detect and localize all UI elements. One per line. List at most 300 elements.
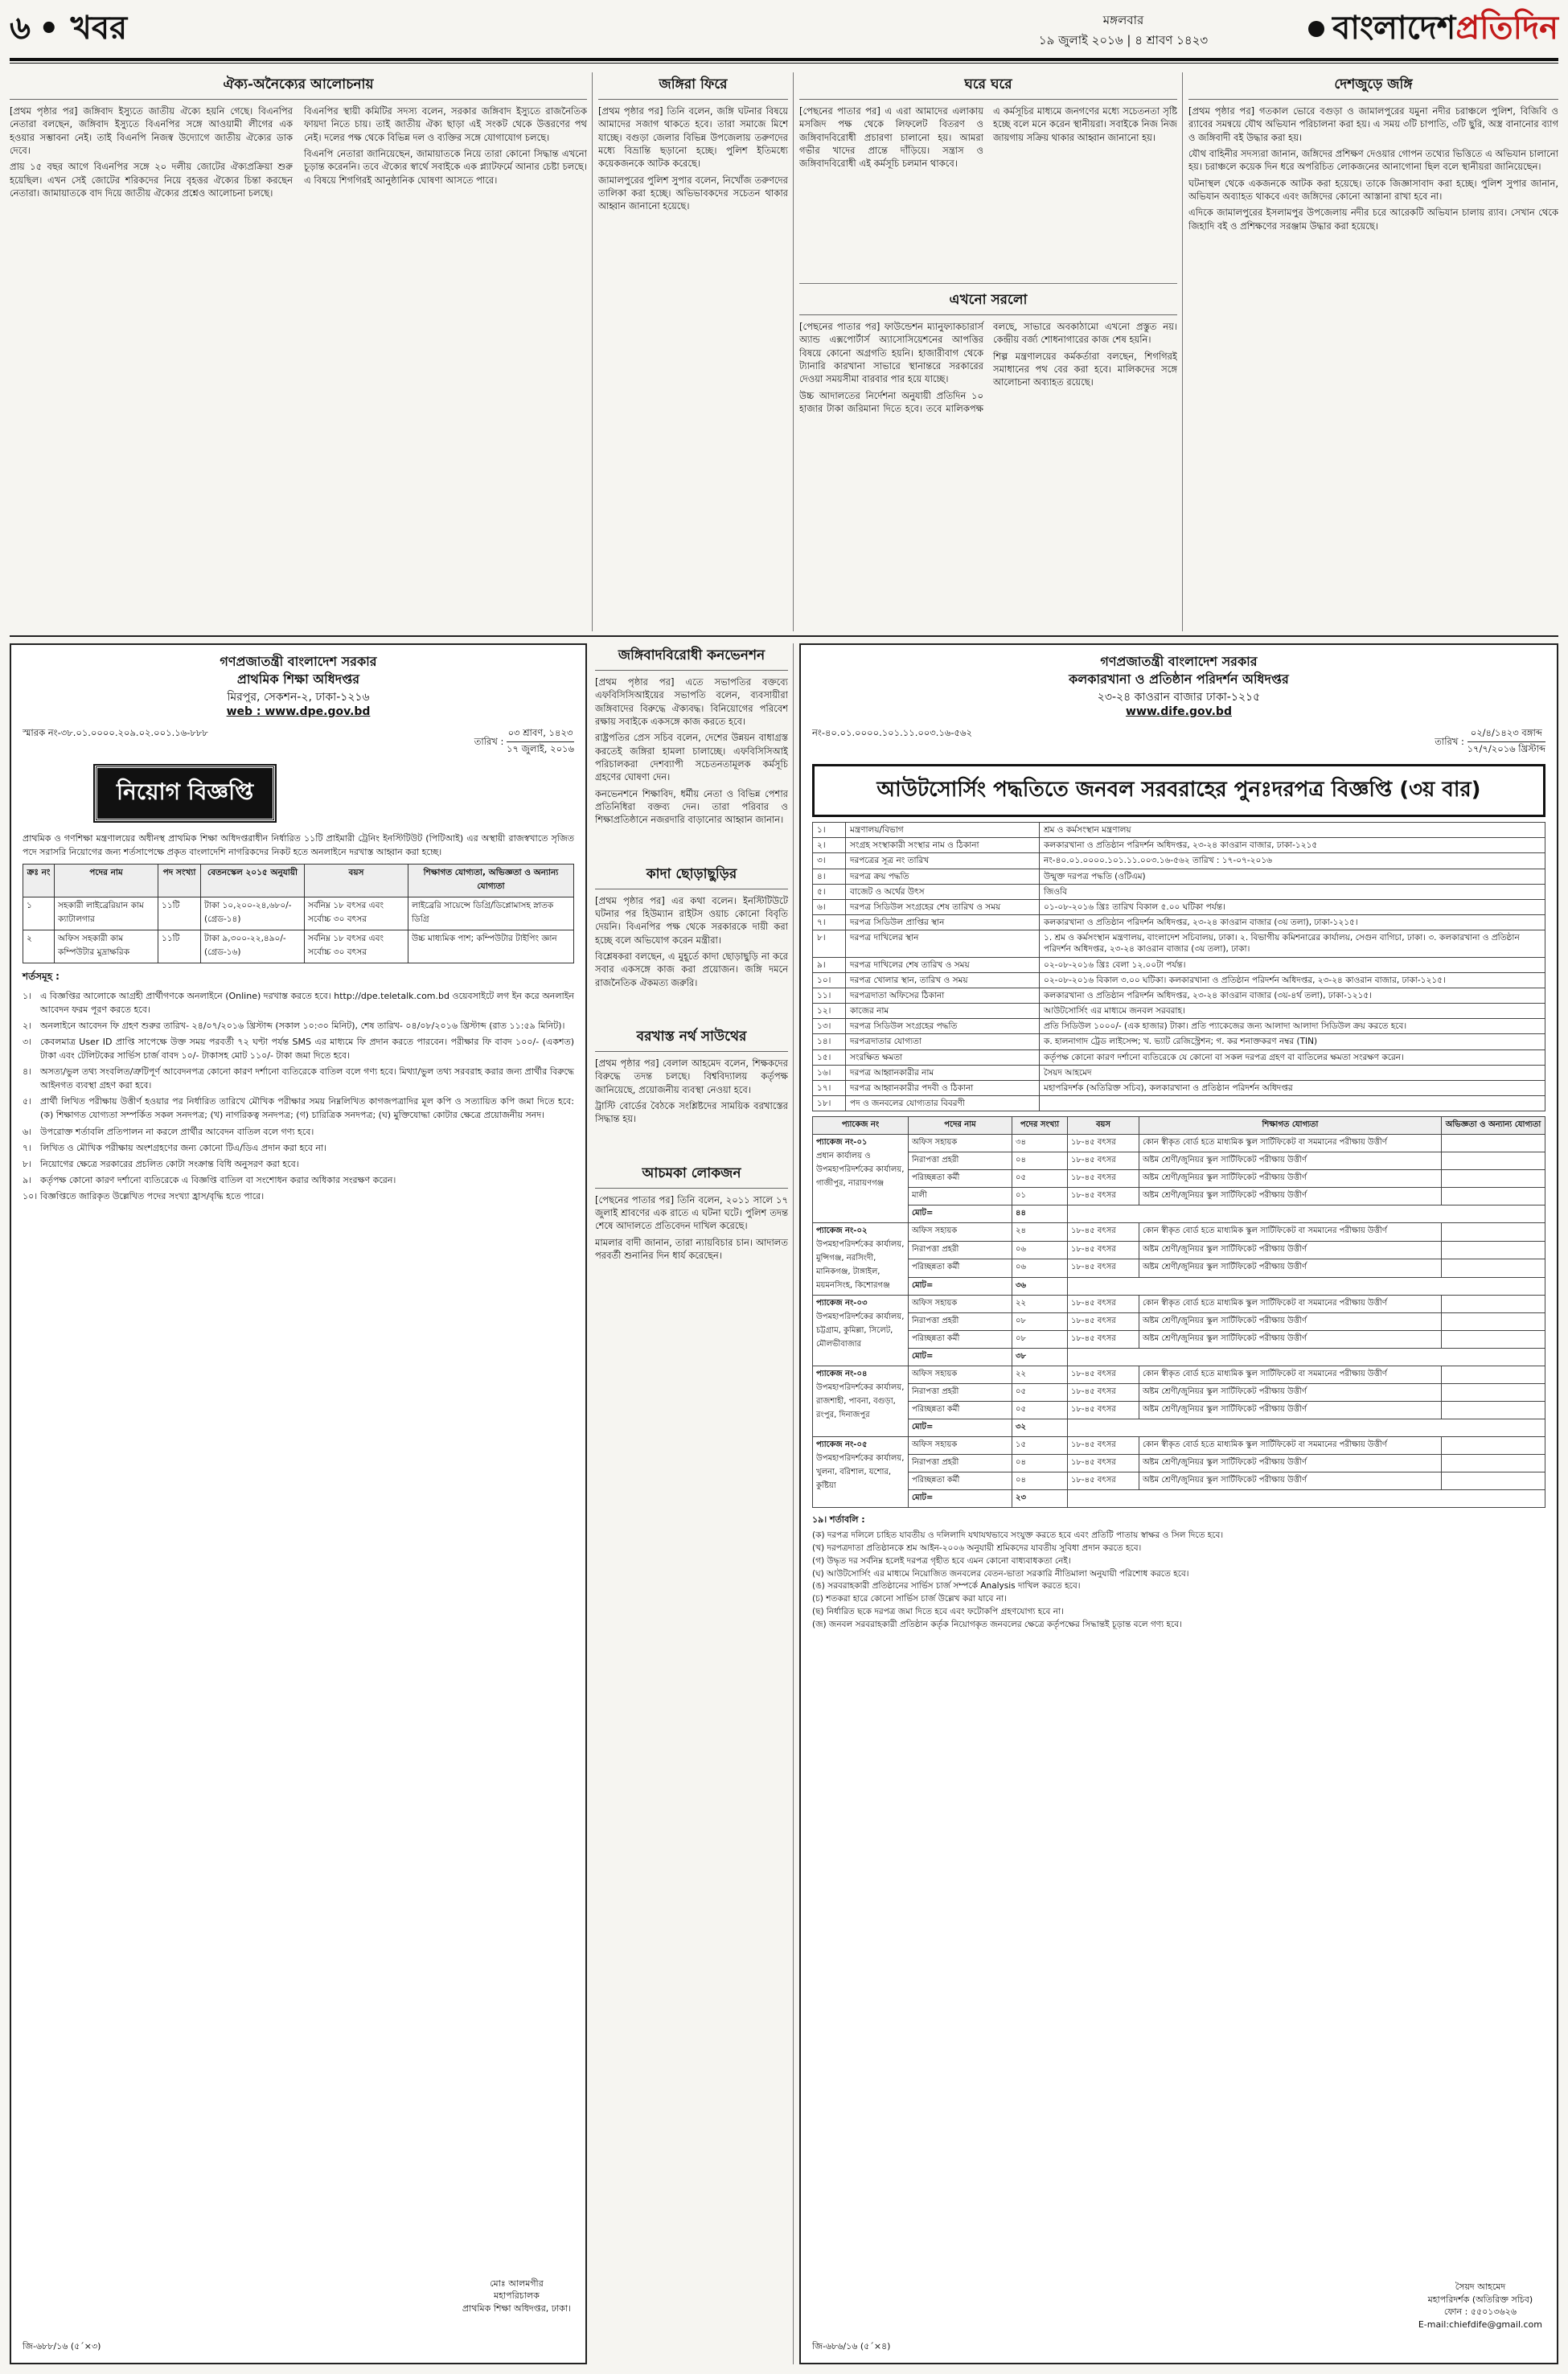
cell: ১৮-৪৫ বৎসর [1068,1152,1139,1170]
date-stack [1467,726,1545,758]
cell: ১৮-৪৫ বৎসর [1068,1223,1139,1242]
term-number: ৪। [23,1066,32,1078]
cell: নিরাপত্তা প্রহরী [909,1241,1012,1259]
package-location: প্রধান কার্যালয় ও উপমহাপরিদর্শকের কার্যালয়, গাজীপুর, নারায়ণগঞ্জ [816,1152,905,1189]
cell: মালী [909,1188,1012,1205]
page-number: ৬ [10,9,31,47]
cell: নিরাপত্তা প্রহরী [909,1313,1012,1331]
article-paragraph: যৌথ বাহিনীর সদস্যরা জানান, জঙ্গিদের প্রশিক্ষণ দেওয়ার গোপন তথ্যের ভিত্তিতে এ অভিযান চালানো হয়। চরাঞ্চলে কয়েক দিন ধরে অপরিচিত লোকজনের আনাগোনা ছিল বলে স্থানীয়রা জানিয়েছেন। [1188,147,1558,173]
cell [1442,1259,1545,1278]
term-number: ৩। [23,1037,32,1048]
cell: মহাপরিদর্শক (অতিরিক্ত সচিব), কলকারখানা ও প্রতিষ্ঠান পরিদর্শন অধিদপ্তর [1040,1081,1545,1096]
table-row [813,1049,1545,1065]
article-paragraph: [পেছনের পাতার পর] ফাউন্ডেশন ম্যানুফ্যাকচারার্স অ্যান্ড এক্সপোর্টার্স অ্যাসোসিয়েশনের আপত্তির বিষয়ে কোনো অগ্রগতি হয়নি। হাজারীবাগ থেকে ট্যানারি কারখানা সাভারে স্থানান্তরে সরকারের দেওয়া সময়সীমা বারবার পার হয়ে যাচ্ছে। [799,321,983,385]
cell: নিরাপত্তা প্রহরী [909,1384,1012,1402]
article-paragraph: বিএনপির স্থায়ী কমিটির সদস্য বলেন, সরকার জঙ্গিবাদ ইস্যুতে রাজনৈতিক ফায়দা নিতে চায়। তাই জাতীয় ঐক্য ছাড়া এই সংকট থেকে উত্তরণের পথ নেই। দলের পক্ষ থেকে বিভিন্ন দল ও ব্যক্তির সঙ্গে যোগাযোগ চলছে। [304,105,587,143]
signatory-phone: ফোন : ৫৫০১৩৬২৬ [1443,2306,1517,2318]
terms-list [23,989,574,1203]
term-text: অসত্য/ভুল তথ্য সংবলিত/ত্রুটিপূর্ণ আবেদনপত্র কোনো কারণ দর্শানো ব্যতিরেকে বাতিল বলে গণ্য হবে। মিথ্যা/ভুল তথ্য সরবরাহ করার জন্য প্রার্থীর বিরুদ্ধে আইনগত ব্যবস্থা গ্রহণ করা হবে। [40,1066,574,1091]
cell: ০৮ [1012,1313,1068,1331]
cell [1068,1205,1545,1223]
term-number: ৬। [23,1126,32,1137]
cell: ১৫ [1012,1437,1068,1455]
ad-recruitment-dpe [10,643,587,2364]
cell: লাইব্রেরি সায়েন্সে ডিগ্রি/ডিপ্লোমাসহ স্নাতক ডিগ্রি [408,897,574,930]
package-number: প্যাকেজ নং-০৪ [816,1370,868,1379]
cell [1442,1135,1545,1152]
article-paragraph: এ কর্মসূচির মাধ্যমে জনগণের মধ্যে সচেতনতা সৃষ্টি হচ্ছে বলে মনে করেন স্থানীয়রা। সবাইকে নিজ নিজ জায়গায় সক্রিয় থাকার আহ্বান জানানো হয়। [993,105,1177,143]
subtotal-row [813,1277,1545,1296]
term-item [23,989,574,1017]
subtotal-value: ৩২ [1012,1419,1068,1437]
table-row [813,899,1545,914]
column-divider [793,72,794,631]
cell: সৈয়দ আহমেদ [1040,1065,1545,1080]
table-row [813,930,1545,957]
col-header: পদের নাম [55,865,158,897]
table-row [813,1472,1545,1490]
article-paragraph: প্রায় ১৫ বছর আগে বিএনপির সঙ্গে ২০ দলীয় জোটের ঐক্যপ্রক্রিয়া শুরু হয়েছিল। এখন সেই জোটের শরিকদের নিয়ে বৃহত্তর ঐক্যের চিন্তা করছেন নেতারা। জামায়াতকে বাদ দিয়ে জাতীয় ঐক্যের প্রশ্নেও আলোচনা চলছে। [10,161,293,199]
date-text: ১৯ জুলাই ২০১৬ | ৪ শ্রাবণ ১৪২৩ [1038,33,1209,47]
cell: ১৮-৪৫ বৎসর [1068,1170,1139,1188]
subtotal-value: ২৩ [1012,1490,1068,1508]
term-item [23,1065,574,1092]
cell: ১৮-৪৫ বৎসর [1068,1296,1139,1313]
cell: বাজেট ও অর্থের উৎস [846,884,1040,899]
cell: অষ্টম শ্রেণী/জুনিয়র স্কুল সার্টিফিকেট পরীক্ষায় উত্তীর্ণ [1139,1259,1442,1278]
cell: ১১। [813,988,846,1003]
cell: ২২ [1012,1366,1068,1384]
cell: অষ্টম শ্রেণী/জুনিয়র স্কুল সার্টিফিকেট পরীক্ষায় উত্তীর্ণ [1139,1455,1442,1472]
table-row [813,1296,1545,1313]
cell [1442,1366,1545,1384]
cell: ০৫ [1012,1384,1068,1402]
cell: অফিস সহায়ক [909,1296,1012,1313]
article-paragraph: উচ্চ আদালতের নির্দেশনা অনুযায়ী প্রতিদিন ১০ হাজার টাকা জরিমানা দিতে হবে। তবে মালিকপক্ষ বলছে, সাভারে অবকাঠামো এখনো প্রস্তুত নয়। কেন্দ্রীয় বর্জ্য শোধনাগারের কাজ শেষ হয়নি। [799,321,1177,414]
cell: উচ্চ মাধ্যমিক পাশ; কম্পিউটার টাইপিং জ্ঞান [408,930,574,963]
cell: অষ্টম শ্রেণী/জুনিয়র স্কুল সার্টিফিকেট পরীক্ষায় উত্তীর্ণ [1139,1313,1442,1331]
cell: ০৫ [1012,1170,1068,1188]
cell: কর্তৃপক্ষ কোনো কারণ দর্শানো ব্যতিরেকে যে কোনো বা সকল দরপত্র গ্রহণ বা বাতিলের ক্ষমতা সংরক্ষণ করেন। [1040,1049,1545,1065]
newspaper-logo [1308,5,1558,53]
table-row [813,853,1545,869]
cell [1442,1384,1545,1402]
cell: ১৭। [813,1081,846,1096]
article-paragraph: [প্রথম পৃষ্ঠার পর] গতকাল ভোরে বগুড়া ও জামালপুরের যমুনা নদীর চরাঞ্চলে পুলিশ, বিজিবি ও র‌্যাবের সমন্বয়ে যৌথ অভিযান পরিচালনা করা হয়। এ সময় ৩টি চাপাতি, ৩টি ছুরি, অস্ত্র বানানোর ব্যাগ ও জঙ্গিবাদী বই উদ্ধার করা হয়। [1188,105,1558,143]
table-row [813,1034,1545,1049]
signatory-name: সৈয়দ আহমেদ [1455,2282,1506,2293]
cell [1068,1419,1545,1437]
cell: কোন স্বীকৃত বোর্ড হতে মাধ্যমিক স্কুল সার্টিফিকেট বা সমমানের পরীক্ষায় উত্তীর্ণ [1139,1366,1442,1384]
cell [1040,1096,1545,1111]
ad-website: web : www.dpe.gov.bd [226,705,371,719]
term-item [23,1125,574,1139]
cell: নং-৪০.০১.০০০০.১০১.১১.০০৩.১৬-৫৬২ তারিখ : ১৭-০৭-২০১৬ [1040,853,1545,869]
cell: ১৮-৪৫ বৎসর [1068,1366,1139,1384]
cell: পরিচ্ছন্নতা কর্মী [909,1331,1012,1349]
term-text: অনলাইনে আবেদন ফি গ্রহণ শুরুর তারিখ- ২৪/০৭/২০১৬ খ্রিস্টাব্দ (সকাল ১০:৩০ মিনিট), শেষ তারিখ- ০৪/০৮/২০১৬ খ্রিস্টাব্দ (রাত ১১:৫৯ মিনিট)। [40,1021,565,1032]
cell: পরিচ্ছন্নতা কর্মী [909,1259,1012,1278]
cell: টাকা ৯,৩০০-২২,৪৯০/- (গ্রেড-১৬) [201,930,305,963]
cell: ১৮-৪৫ বৎসর [1068,1259,1139,1278]
term-text: কর্তৃপক্ষ কোনো কারণ দর্শানো ব্যতিরেকে এ বিজ্ঞপ্তি বাতিল বা সংশোধন করার অধিকার সংরক্ষণ করেন। [40,1174,396,1185]
column-divider [592,72,593,631]
article-title: দেশজুড়ে জঙ্গি [1188,74,1558,100]
term-item [23,1141,574,1155]
cell: পরিচ্ছন্নতা কর্মী [909,1402,1012,1419]
package-location: উপমহাপরিদর্শকের কার্যালয়, খুলনা, বরিশাল, যশোর, কুষ্টিয়া [816,1454,905,1491]
cell: কোন স্বীকৃত বোর্ড হতে মাধ্যমিক স্কুল সার্টিফিকেট বা সমমানের পরীক্ষায় উত্তীর্ণ [1139,1135,1442,1152]
ad-header-govt: গণপ্রজাতন্ত্রী বাংলাদেশ সরকার [1100,654,1258,669]
date-label: তারিখ : [474,736,504,748]
cell: উন্মুক্ত দরপত্র পদ্ধতি (ওটিএম) [1040,869,1545,884]
cell: ০৪ [1012,1455,1068,1472]
table-row [813,1170,1545,1188]
date-label: তারিখ : [1435,736,1464,748]
cell: ৮। [813,930,846,957]
ad-website: www.dife.gov.bd [1126,705,1232,719]
bullet-dot-icon: • [39,10,60,47]
table-row [813,1437,1545,1455]
cell: ক. হালনাগাদ ট্রেড লাইসেন্স; খ. ভ্যাট রেজিস্ট্রেশন; গ. কর শনাক্তকরণ নম্বর (TIN) [1040,1034,1545,1049]
ad-tender-dife [799,643,1558,2364]
term-text: এ বিজ্ঞপ্তির আলোকে আগ্রহী প্রার্থীগণকে অনলাইনে (Online) দরখাস্ত করতে হবে। http://dpe.teletalk.com.bd ওয়েবসাইটে লগ ইন করে অনলাইন আবেদন ফরম পূরণ করতে হবে। [40,991,574,1016]
cell [1442,1170,1545,1188]
col-header: শিক্ষাগত যোগ্যতা [1139,1117,1442,1135]
ad-header-dept: কলকারখানা ও প্রতিষ্ঠান পরিদর্শন অধিদপ্তর [1069,672,1289,688]
article-paragraph: ঘটনাস্থল থেকে একজনকে আটক করা হয়েছে। তাকে জিজ্ঞাসাবাদ করা হচ্ছে। পুলিশ সুপার জানান, অভিযান অব্যাহত থাকবে এবং জঙ্গিদের কোনো আস্তানা রাখা হবে না। [1188,177,1558,202]
col-header: পদের সংখ্যা [1012,1117,1068,1135]
cell: অফিস সহায়ক [909,1135,1012,1152]
cell [1068,1277,1545,1296]
cell: ২২ [1012,1296,1068,1313]
note-item: (চ) শতকরা হারে কোনো সার্ভিস চার্জ উল্লেখ করা যাবে না। [812,1594,1007,1604]
note-item: (জ) জনবল সরবরাহকারী প্রতিষ্ঠান কর্তৃক নিয়োগকৃত জনবলের ক্ষেত্রে কর্তৃপক্ষের সিদ্ধান্তই চূড়ান্ত বলে গণ্য হবে। [812,1619,1182,1629]
cell: প্রতি সিডিউল ১০০০/- (এক হাজার) টাকা। প্রতি প্যাকেজের জন্য আলাদা আলাদা সিডিউল ক্রয় করতে হবে। [1040,1019,1545,1034]
table-row [813,1223,1545,1242]
posts-table [23,864,574,963]
cell: অষ্টম শ্রেণী/জুনিয়র স্কুল সার্টিফিকেট পরীক্ষায় উত্তীর্ণ [1139,1384,1442,1402]
term-number: ৯। [23,1174,32,1185]
row-divider [799,283,1177,284]
ad-code: জি-৬৮৬/১৬ (৫´×৪) [812,2341,891,2351]
table-row [23,897,574,930]
memo-number: নং-৪০.০১.০০০০.১০১.১১.০০৩.১৬-৫৬২ [812,727,972,739]
article-ekhono-sorlo [799,288,1177,632]
ad-memo-line [23,726,574,758]
package-number: প্যাকেজ নং-০২ [816,1226,868,1236]
package-cell [813,1223,909,1296]
package-number: প্যাকেজ নং-০১ [816,1138,868,1148]
article-oikko [10,72,587,631]
cell: ২। [813,838,846,853]
cell: ১৬। [813,1065,846,1080]
term-item [23,1095,574,1122]
cell: ১। [813,823,846,838]
article-title: আচমকা লোকজন [595,1163,788,1189]
cell: কাজের নাম [846,1004,1040,1019]
term-text: নিয়োগের ক্ষেত্রে সরকারের প্রচলিত কোটা সংক্রান্ত বিধি অনুসরণ করা হবে। [40,1158,299,1169]
cell: অষ্টম শ্রেণী/জুনিয়র স্কুল সার্টিফিকেট পরীক্ষায় উত্তীর্ণ [1139,1402,1442,1419]
term-number: ৮। [23,1158,32,1169]
subtotal-label: মোট= [909,1419,1012,1437]
cell: দরপত্রের সূত্র নং তারিখ [846,853,1040,869]
col-header: বেতনস্কেল ২০১৫ অনুযায়ী [201,865,305,897]
middle-news-column [595,643,788,2364]
cell: সংগ্রহ সংস্থাকারী সংস্থার নাম ও ঠিকানা [846,838,1040,853]
col-header: বয়স [305,865,408,897]
cell: ৭। [813,915,846,930]
cell: ১৮-৪৫ বৎসর [1068,1188,1139,1205]
signature-block [462,2277,571,2314]
logo-text-black: বাংলাদেশ [1332,9,1456,47]
term-item [23,1019,574,1033]
section-name: খবর [70,9,128,47]
article-title: ঘরে ঘরে [799,74,1177,100]
cell: দরপত্র দাখিলের শেষ তারিখ ও সময় [846,957,1040,972]
article-paragraph: [প্রথম পৃষ্ঠার পর] এতে সভাপতির বক্তব্যে এফবিসিসিআইয়ের সভাপতি বলেন, ব্যবসায়ীরা জঙ্গিবাদের বিরুদ্ধে ঐক্যবদ্ধ। বিনিয়োগের পরিবেশ রক্ষায় সবাইকে একসঙ্গে কাজ করতে হবে। [595,676,788,727]
article-paragraph: বিশ্লেষকরা বলছেন, এ মুহূর্তে কাদা ছোড়াছুড়ি না করে সবার একসঙ্গে কাজ করা প্রয়োজন। জঙ্গি দমনে রাজনৈতিক ঐকমত্য জরুরি। [595,950,788,988]
cell: ১৮-৪৫ বৎসর [1068,1331,1139,1349]
date-stack [507,726,574,758]
cell: ৩৪ [1012,1135,1068,1152]
package-table [812,1116,1545,1508]
term-text: বিজ্ঞপ্তিতে জারিকৃত উল্লেখিত পদের সংখ্যা হ্রাস/বৃদ্ধি হতে পারে। [40,1190,265,1201]
cell: ০৬ [1012,1241,1068,1259]
subtotal-label: মোট= [909,1490,1012,1508]
logo-text-red: প্রতিদিন [1455,9,1558,47]
cell: ১৮-৪৫ বৎসর [1068,1455,1139,1472]
cell: ০৮ [1012,1331,1068,1349]
term-item [23,1035,574,1062]
article-paragraph: [প্রথম পৃষ্ঠার পর] বেলাল আহমেদ বলেন, শিক্ষকদের বিরুদ্ধে তদন্ত চলছে। বিশ্ববিদ্যালয় কর্তৃপক্ষ জানিয়েছে, প্রয়োজনীয় ব্যবস্থা নেওয়া হবে। [595,1057,788,1095]
table-row [813,1188,1545,1205]
cell: অফিস সহায়ক [909,1366,1012,1384]
term-item [23,1173,574,1187]
cell [1442,1455,1545,1472]
section-divider [10,635,1558,637]
cell: দরপত্র খোলার স্থান, তারিখ ও সময় [846,972,1040,988]
term-text: কেবলমাত্র User ID প্রাপ্তি সাপেক্ষে উক্ত সময় পরবর্তী ৭২ ঘণ্টা পর্যন্ত SMS এর মাধ্যমে ফি প্রদান করতে পারবেন। পরীক্ষার ফি বাবদ ১০০/- (একশত) টাকা এবং টেলিটকের সার্ভিস চার্জ বাবদ ১০/- টাকাসহ মোট ১১০/- টাকা জমা দিতে হবে। [40,1037,574,1062]
cell: ১. শ্রম ও কর্মসংস্থান মন্ত্রণালয়, বাংলাদেশ সচিবালয়, ঢাকা। ২. বিভাগীয় কমিশনারের কার্যালয়, সেগুন বাগিচা, ঢাকা। ৩. কলকারখানা ও প্রতিষ্ঠান পরিদর্শন অধিদপ্তর, ২৩-২৪ কাওরান বাজার (৩য় তলা), ঢাকা। [1040,930,1545,957]
col-header: পদের নাম [909,1117,1012,1135]
cell: ১৮। [813,1096,846,1111]
package-location: উপমহাপরিদর্শকের কার্যালয়, রাজশাহী, পাবনা, বগুড়া, রংপুর, দিনাজপুর [816,1383,905,1420]
cell: ১৮-৪৫ বৎসর [1068,1384,1139,1402]
cell: ১১টি [158,930,201,963]
table-row [23,930,574,963]
article-paragraph: [প্রথম পৃষ্ঠার পর] জঙ্গিবাদ ইস্যুতে জাতীয় ঐক্যে হয়নি গেছে। বিএনপির নেতারা বলছেন, জঙ্গিবাদ ইস্যুতে বিএনপির সঙ্গে আওয়ামী লীগের এক হওয়ার সম্ভাবনা নেই। তাই বিএনপি নিজস্ব উদ্যোগে জাতীয় ঐক্যের ডাক দেবে। [10,105,293,156]
note-item: (ঙ) সরবরাহকারী প্রতিষ্ঠানের সার্ভিস চার্জ সম্পর্কে Analysis দাখিল করতে হবে। [812,1581,1081,1592]
cell: অফিস সহায়ক [909,1437,1012,1455]
subtotal-row [813,1205,1545,1223]
article-paragraph: জামালপুরের পুলিশ সুপার বলেন, নিখোঁজ তরুণদের তালিকা করা হচ্ছে। অভিভাবকদের সচেতন থাকার আহ্বান জানানো হয়েছে। [598,174,788,212]
col-header: প্যাকেজ নং [813,1117,909,1135]
cell: পদ ও জনবলের যোগ্যতার বিবরণী [846,1096,1040,1111]
term-item [23,1189,574,1203]
notes-heading: ১৯। শর্তাবলি : [812,1514,865,1526]
table-row [813,1402,1545,1419]
terms-heading: শর্তসমূহ : [23,971,60,983]
table-row [813,1081,1545,1096]
table-header-row [23,865,574,897]
cell: অফিস সহায়ক [909,1223,1012,1242]
cell: ৩। [813,853,846,869]
subtotal-row [813,1490,1545,1508]
table-row [813,1259,1545,1278]
cell: ১৮-৪৫ বৎসর [1068,1402,1139,1419]
cell: কলকারখানা ও প্রতিষ্ঠান পরিদর্শন অধিদপ্তর, ২৩-২৪ কাওরান বাজার (৩য়-৪র্থ তলা), ঢাকা-১২১৫। [1040,988,1545,1003]
cell: সর্বনিম্ন ১৮ বৎসর এবং সর্বোচ্চ ৩০ বৎসর [305,897,408,930]
table-row [813,869,1545,884]
table-row [813,1065,1545,1080]
note-item: (খ) দরপত্রদাতা প্রতিষ্ঠানকে শ্রম আইন-২০০৬ অনুযায়ী শ্রমিকদের যাবতীয় সুবিধা প্রদান করতে হবে। [812,1543,1142,1554]
col-header: পদ সংখ্যা [158,865,201,897]
cell: ১ [23,897,55,930]
cell [1442,1188,1545,1205]
cell: অষ্টম শ্রেণী/জুনিয়র স্কুল সার্টিফিকেট পরীক্ষায় উত্তীর্ণ [1139,1331,1442,1349]
article-paragraph: এদিকে জামালপুরের ইসলামপুর উপজেলায় নদীর চরে আরেকটি অভিযান চালায় র‌্যাব। সেখান থেকে জিহাদি বই ও প্রশিক্ষণের সরঞ্জাম উদ্ধার করা হয়েছে। [1188,207,1558,232]
article-title: এখনো সরলো [799,290,1177,315]
cell: ১৮-৪৫ বৎসর [1068,1135,1139,1152]
ad-intro: প্রাথমিক ও গণশিক্ষা মন্ত্রণালয়ের অধীনস্থ প্রাথমিক শিক্ষা অধিদপ্তরাধীন নির্ধারিত ১১টি প্রাইমারী ট্রেনিং ইনস্টিটিউট (পিটিআই) এর অস্থায়ী রাজস্বখাতে সৃজিত পদে সরাসরি নিয়োগের জন্য শর্তসাপেক্ষে প্রকৃত বাংলাদেশি নাগরিকদের নিকট হতে অনলাইনে দরখাস্ত আহ্বান করা হচ্ছে। [23,833,574,857]
term-text: প্রার্থী লিখিত পরীক্ষায় উত্তীর্ণ হওয়ার পর নির্ধারিত তারিখে মৌখিক পরীক্ষার সময় নিম্নলিখিত কাগজপত্রাদির মূল কপি ও সত্যায়িত কপি জমা দিতে হবে: (ক) শিক্ষাগত যোগ্যতা সম্পর্কিত সকল সনদপত্র; (খ) নাগরিকত্ব সনদপত্র; (গ) চারিত্রিক সনদপত্র; (ঘ) মুক্তিযোদ্ধা কোটার ক্ষেত্রে প্রয়োজনীয় সনদ। [40,1096,574,1121]
page-label [10,5,127,53]
subtotal-value: ৪৪ [1012,1205,1068,1223]
signature-block [1418,2281,1542,2331]
cell: ১৮-৪৫ বৎসর [1068,1472,1139,1490]
signatory-org: প্রাথমিক শিক্ষা অধিদপ্তর, ঢাকা। [462,2302,571,2314]
date-bangla: ০২/৪/১৪২৩ বঙ্গাব্দ [1467,726,1545,742]
cell: সর্বনিম্ন ১৮ বৎসর এবং সর্বোচ্চ ৩০ বৎসর [305,930,408,963]
cell: দরপত্র সিডিউল প্রাপ্তির স্থান [846,915,1040,930]
table-row [813,1241,1545,1259]
package-number: প্যাকেজ নং-০৩ [816,1299,868,1308]
article-paragraph: রাষ্ট্রপতির প্রেস সচিব বলেন, দেশের উন্নয়ন বাধাগ্রস্ত করতেই জঙ্গিরা হামলা চালাচ্ছে। এফবিসিসিআই পরিচালকরা দেশব্যাপী সচেতনতামূলক কর্মসূচি গ্রহণের ঘোষণা দেন। [595,732,788,783]
cell: ০২-০৮-২০১৬ বিকাল ৩.০০ ঘটিকা। কলকারখানা ও প্রতিষ্ঠান পরিদর্শন অধিদপ্তর, ২৩-২৪ কাওরান বাজার, ঢাকা-১২১৫। [1040,972,1545,988]
table-row [813,1366,1545,1384]
cell [1442,1296,1545,1313]
date-english: ১৭/৭/২০১৬ খ্রিস্টাব্দ [1467,743,1545,755]
memo-date [1435,726,1545,758]
term-number: ২। [23,1021,32,1032]
cell: দরপত্র ক্রয় পদ্ধতি [846,869,1040,884]
article-jongira-fire [598,72,788,603]
cell: ৯। [813,957,846,972]
cell: অষ্টম শ্রেণী/জুনিয়র স্কুল সার্টিফিকেট পরীক্ষায় উত্তীর্ণ [1139,1152,1442,1170]
cell: ১৩। [813,1019,846,1034]
ad-code: জি-৬৮৮/১৬ (৫´×৩) [23,2341,101,2351]
cell: দরপত্রদাতার যোগ্যতা [846,1034,1040,1049]
article-paragraph: [প্রথম পৃষ্ঠার পর] তিনি বলেন, জঙ্গি ঘটনার বিষয়ে আমাদের সজাগ থাকতে হবে। তারা সমাজে মিশে যাচ্ছে। বগুড়া জেলার বিভিন্ন উপজেলায় তরুণদের মধ্যে বিভ্রান্তি ছড়ানো হচ্ছে। পুলিশ ইতিমধ্যে কয়েকজনকে আটক করেছে। [598,105,788,170]
col-header: শিক্ষাগত যোগ্যতা, অভিজ্ঞতা ও অন্যান্য যোগ্যতা [408,865,574,897]
article-paragraph: বিএনপি নেতারা জানিয়েছেন, জামায়াতকে নিয়ে তারা কোনো সিদ্ধান্ত এখনো চূড়ান্ত করেননি। তবে ঐক্যের স্বার্থে সবাইকে এক প্ল্যাটফর্মে আনার চেষ্টা চলছে। এ বিষয়ে শিগগিরই আনুষ্ঠানিক ঘোষণা আসতে পারে। [304,147,587,186]
col-header: ক্রঃ নং [23,865,55,897]
ad-title: নিয়োগ বিজ্ঞপ্তি [95,766,275,821]
cell: ২৪ [1012,1223,1068,1242]
package-cell [813,1296,909,1366]
cell: কোন স্বীকৃত বোর্ড হতে মাধ্যমিক স্কুল সার্টিফিকেট বা সমমানের পরীক্ষায় উত্তীর্ণ [1139,1437,1442,1455]
cell [1442,1152,1545,1170]
cell: ০৪ [1012,1152,1068,1170]
cell: শ্রম ও কর্মসংস্থান মন্ত্রণালয় [1040,823,1545,838]
article-title: বরখাস্ত নর্থ সাউথের [595,1026,788,1052]
article-title: কাদা ছোড়াছুড়ির [595,864,788,889]
subtotal-label: মোট= [909,1277,1012,1296]
article-title: জঙ্গিরা ফিরে [598,74,788,100]
article-paragraph: [প্রথম পৃষ্ঠার পর] এর কথা বলেন। ইনস্টিটিউটে ঘটনার পর হিউম্যান রাইটস ওয়াচ কোনো বিবৃতি দেয়নি। বিএনপির পক্ষ থেকে সরকারকে দায়ী করা হচ্ছে বলে অভিযোগ করেন মন্ত্রীরা। [595,894,788,946]
cell: নিরাপত্তা প্রহরী [909,1152,1012,1170]
cell: কোন স্বীকৃত বোর্ড হতে মাধ্যমিক স্কুল সার্টিফিকেট বা সমমানের পরীক্ষায় উত্তীর্ণ [1139,1296,1442,1313]
cell [1442,1313,1545,1331]
term-number: ১০। [23,1190,38,1201]
cell: ০৪ [1012,1472,1068,1490]
table-row [813,823,1545,838]
ad-header-govt: গণপ্রজাতন্ত্রী বাংলাদেশ সরকার [220,654,377,669]
cell: ১৮-৪৫ বৎসর [1068,1313,1139,1331]
masthead-rule [10,58,1558,61]
table-row [813,1384,1545,1402]
masthead-rule-thin [10,63,1558,64]
cell: দরপত্রদাতা অফিসের ঠিকানা [846,988,1040,1003]
article-paragraph: কনভেনশনে শিক্ষাবিদ, ধর্মীয় নেতা ও বিভিন্ন পেশার প্রতিনিধিরা বক্তব্য দেন। তারা পরিবার ও শিক্ষাপ্রতিষ্ঠানে নজরদারি বাড়ানোর আহ্বান জানান। [595,787,788,826]
table-row [813,972,1545,988]
cell: ০২-০৮-২০১৬ খ্রিঃ বেলা ১২.০০টা পর্যন্ত। [1040,957,1545,972]
table-row [813,1152,1545,1170]
table-row [813,1455,1545,1472]
cell: ২ [23,930,55,963]
table-row [813,915,1545,930]
dateline [983,11,1264,51]
note-item: (ক) দরপত্র দলিলে চাহিত যাবতীয় ও দলিলাদি যথাযথভাবে সংযুক্ত করতে হবে এবং প্রতিটি পাতায় স্বাক্ষর ও সিল দিতে হবে। [812,1530,1224,1541]
ad-header-address: ২৩-২৪ কাওরান বাজার ঢাকা-১২১৫ [1097,690,1261,704]
cell: নিরাপত্তা প্রহরী [909,1455,1012,1472]
cell: ০১ [1012,1188,1068,1205]
article-paragraph: মামলার বাদী জানান, তারা ন্যায়বিচার চান। আদালত পরবর্তী শুনানির দিন ধার্য করেছেন। [595,1236,788,1261]
subtotal-value: ৩৮ [1012,1349,1068,1366]
table-row [813,1331,1545,1349]
cell: দরপত্র আহ্বানকারীর পদবী ও ঠিকানা [846,1081,1040,1096]
note-item: (ছ) নির্ধারিত ছকে দরপত্র জমা দিতে হবে এবং ফটোকপি গ্রহণযোগ্য হবে না। [812,1606,1064,1616]
cell: অষ্টম শ্রেণী/জুনিয়র স্কুল সার্টিফিকেট পরীক্ষায় উত্তীর্ণ [1139,1170,1442,1188]
subtotal-row [813,1349,1545,1366]
cell [1442,1437,1545,1455]
signatory-email: E-mail:chiefdife@gmail.com [1418,2319,1542,2330]
cell: কলকারখানা ও প্রতিষ্ঠান পরিদর্শন অধিদপ্তর, ২৩-২৪ কাওরান বাজার (৩য় তলা), ঢাকা-১২১৫। [1040,915,1545,930]
memo-date [474,726,574,758]
cell: ১৮-৪৫ বৎসর [1068,1241,1139,1259]
term-text: উপরোক্ত শর্তাবলি প্রতিপালন না করলে প্রার্থীর আবেদন বাতিল বলে গণ্য হবে। [40,1126,314,1137]
subtotal-label: মোট= [909,1349,1012,1366]
cell: ৪। [813,869,846,884]
cell: ১০। [813,972,846,988]
cell: সহকারী লাইব্রেরিয়ান কাম ক্যাটালগার [55,897,158,930]
table-header-row [813,1117,1545,1135]
cell [1068,1490,1545,1508]
term-number: ৫। [23,1096,32,1107]
table-row [813,1004,1545,1019]
day-text: মঙ্গলবার [1102,13,1144,27]
article-paragraph: শিল্প মন্ত্রণালয়ের কর্মকর্তারা বলছেন, শিগগিরই সমাধানের পথ বের করা হবে। মালিকদের সঙ্গে আলোচনা অব্যাহত রয়েছে। [993,350,1177,388]
subtotal-row [813,1419,1545,1437]
table-row [813,1096,1545,1111]
cell: সংরক্ষিত ক্ষমতা [846,1049,1040,1065]
package-cell [813,1135,909,1223]
col-header: বয়স [1068,1117,1139,1135]
package-cell [813,1366,909,1437]
date-english: ১৭ জুলাই, ২০১৬ [507,743,574,755]
cell: ১২। [813,1004,846,1019]
